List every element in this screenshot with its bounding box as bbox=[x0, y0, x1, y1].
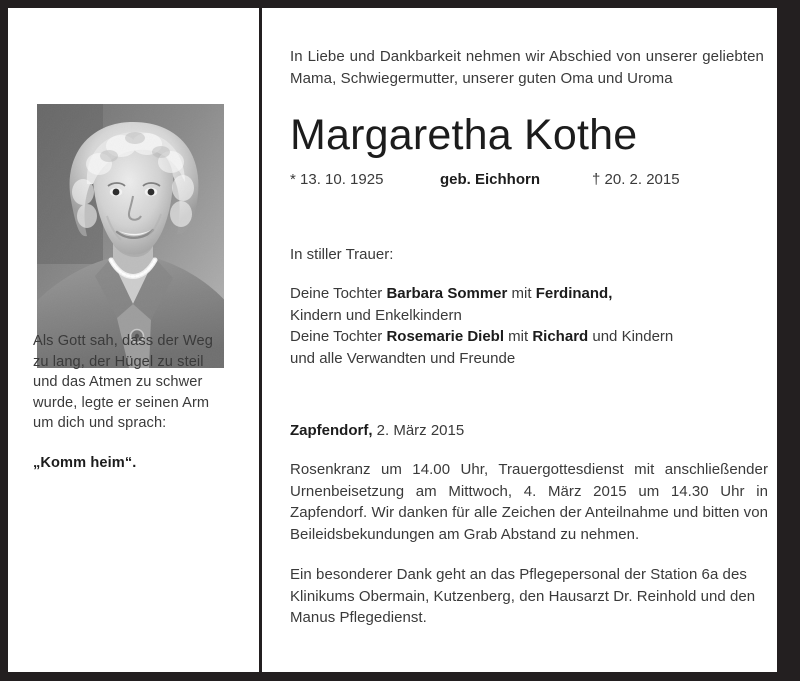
notice-date: 2. März 2015 bbox=[372, 422, 465, 439]
verse-closing: „Komm heim“. bbox=[33, 454, 137, 471]
life-dates bbox=[290, 160, 737, 190]
maiden-name: geb. Eichhorn bbox=[440, 171, 541, 188]
left-column bbox=[8, 8, 262, 672]
intro-text: In Liebe und Dankbarkeit nehmen wir Abschied von unserer geliebten Mama, Schwiegermutter, unserer guten Oma und Uroma bbox=[290, 48, 764, 87]
deceased-name: Margaretha Kothe bbox=[290, 111, 638, 159]
mourner-middle: mit bbox=[507, 285, 536, 302]
right-column bbox=[262, 8, 777, 672]
birth-date: * 13. 10. 1925 bbox=[290, 171, 384, 188]
mourner-suffix: und Kindern bbox=[588, 328, 674, 345]
mourner-prefix: Deine Tochter bbox=[290, 328, 387, 345]
verse-line: und das Atmen zu schwer bbox=[33, 374, 203, 391]
verse-line: um dich und sprach: bbox=[33, 415, 167, 432]
thanks-text: Ein besonderer Dank geht an das Pflegepersonal der Station 6a des Klinikums Obermain, Kutzenberg, den Hausarzt Dr. Reinhold und den Manus Pflegedienst. bbox=[290, 566, 756, 626]
place-name: Zapfendorf, bbox=[290, 422, 373, 439]
mourner-prefix: Deine Tochter bbox=[290, 285, 387, 302]
verse-line: zu lang, der Hügel zu steil bbox=[33, 353, 204, 370]
mourner-name: Rosemarie Diebl bbox=[386, 328, 504, 345]
verse-line: wurde, legte er seinen Arm bbox=[33, 394, 210, 411]
verse-block bbox=[33, 331, 238, 474]
place-and-date bbox=[290, 369, 777, 441]
mourner-line bbox=[290, 348, 764, 370]
mourner-partner: Ferdinand, bbox=[535, 285, 613, 302]
portrait-frame bbox=[37, 104, 224, 368]
mourner-line bbox=[290, 283, 764, 305]
mourner-middle: mit bbox=[504, 328, 533, 345]
portrait-photo bbox=[37, 104, 224, 368]
verse-line: Als Gott sah, dass der Weg bbox=[33, 333, 213, 349]
mourner-name: Barbara Sommer bbox=[386, 285, 508, 302]
ceremony-details: Rosenkranz um 14.00 Uhr, Trauergottesdienst mit anschließender Urnenbeisetzung am Mittwoch, 4. März 2015 um 14.30 Uhr in Zapfendorf. Wir danken für alle Zeichen der Anteilnahme und bitten von Beileidsbekundungen am Grab Abstand zu nehmen. bbox=[290, 461, 768, 543]
mourner-prefix: und alle Verwandten und Freunde bbox=[290, 349, 516, 367]
death-date: † 20. 2. 2015 bbox=[592, 171, 680, 188]
mourning-heading: In stiller Trauer: bbox=[290, 246, 394, 263]
mourner-line bbox=[290, 326, 764, 348]
mourner-line bbox=[290, 305, 764, 327]
mourner-partner: Richard bbox=[532, 328, 589, 345]
mourners-list bbox=[290, 265, 764, 369]
mourner-prefix: Kindern und Enkelkindern bbox=[290, 306, 462, 324]
